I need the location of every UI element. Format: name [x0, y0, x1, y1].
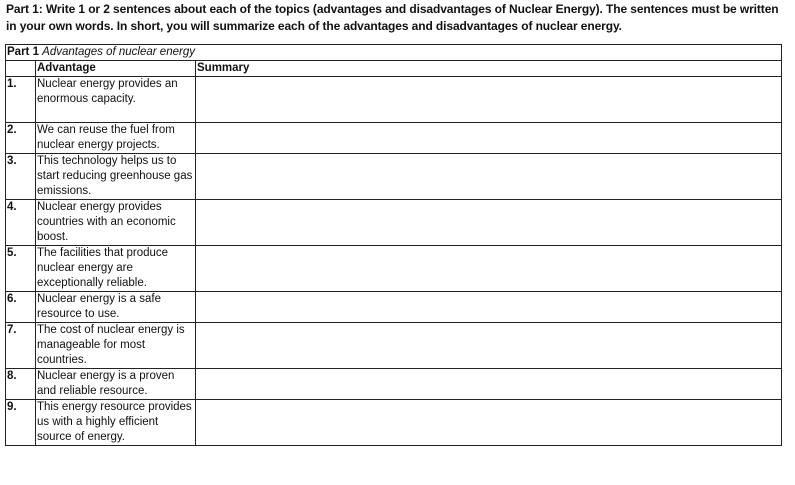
advantage-cell: Nuclear energy provides countries with an economic boost.	[36, 200, 196, 246]
table-row	[6, 400, 782, 446]
table-row	[6, 123, 782, 154]
header-number-cell	[6, 61, 36, 77]
row-number: 2.	[6, 123, 36, 154]
table-title-row	[6, 45, 782, 61]
advantage-cell: We can reuse the fuel from nuclear energy projects.	[36, 123, 196, 154]
advantage-cell: The cost of nuclear energy is manageable for most countries.	[36, 323, 196, 369]
advantage-cell: This technology helps us to start reducing greenhouse gas emissions.	[36, 154, 196, 200]
row-number: 1.	[6, 77, 36, 123]
summary-cell[interactable]	[196, 154, 782, 200]
part-label: Part 1	[7, 46, 39, 58]
instructions-text: Part 1: Write 1 or 2 sentences about each of the topics (advantages and disadvantages of Nuclear Energy). The sentences must be written in your own words. In short, you will summarize each of the advantages and disadvantages of nuclear energy.	[6, 2, 779, 33]
table-title-cell	[6, 45, 782, 61]
advantage-cell: Nuclear energy provides an enormous capacity.	[36, 77, 196, 123]
table-row	[6, 200, 782, 246]
advantage-cell: Nuclear energy is a proven and reliable resource.	[36, 369, 196, 400]
advantage-cell: This energy resource provides us with a highly efficient source of energy.	[36, 400, 196, 446]
part-title: Advantages of nuclear energy	[42, 46, 195, 58]
row-number: 7.	[6, 323, 36, 369]
table-body	[6, 77, 782, 446]
summary-cell[interactable]	[196, 323, 782, 369]
table-header-row	[6, 61, 782, 77]
table-row	[6, 154, 782, 200]
advantage-cell: Nuclear energy is a safe resource to use.	[36, 292, 196, 323]
summary-cell[interactable]	[196, 292, 782, 323]
header-summary: Summary	[196, 61, 782, 77]
table-row	[6, 292, 782, 323]
row-number: 8.	[6, 369, 36, 400]
table-row	[6, 369, 782, 400]
row-number: 6.	[6, 292, 36, 323]
summary-cell[interactable]	[196, 246, 782, 292]
table-row	[6, 77, 782, 123]
header-advantage: Advantage	[36, 61, 196, 77]
summary-cell[interactable]	[196, 400, 782, 446]
summary-cell[interactable]	[196, 200, 782, 246]
summary-cell[interactable]	[196, 77, 782, 123]
row-number: 4.	[6, 200, 36, 246]
row-number: 5.	[6, 246, 36, 292]
advantages-table	[5, 44, 782, 446]
summary-cell[interactable]	[196, 369, 782, 400]
summary-cell[interactable]	[196, 123, 782, 154]
row-number: 3.	[6, 154, 36, 200]
advantage-cell: The facilities that produce nuclear energy are exceptionally reliable.	[36, 246, 196, 292]
row-number: 9.	[6, 400, 36, 446]
table-row	[6, 323, 782, 369]
table-row	[6, 246, 782, 292]
